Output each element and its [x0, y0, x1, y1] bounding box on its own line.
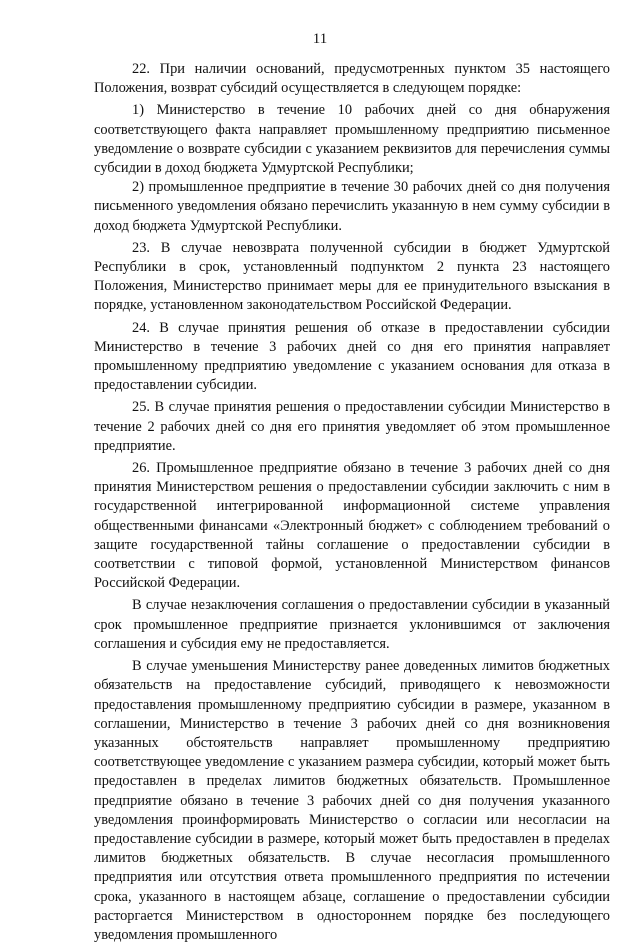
paragraph-22-item-1: 1) Министерство в течение 10 рабочих дней со дня обнаружения соответствующего факта направляет промышленному предприятию письменное уведомление о возврате субсидии с указанием реквизитов для перечисления суммы субсидии в доход бюджета Удмуртской Республики; — [94, 102, 610, 177]
paragraph-24: 24. В случае принятия решения об отказе в предоставлении субсидии Министерство в течение 3 рабочих дней со дня его принятия направляет промышленному предприятию уведомление с указанием основания для отказа в предоставлении субсидии. — [94, 319, 610, 394]
paragraph-22-item-2: 2) промышленное предприятие в течение 30 рабочих дней со дня получения письменного уведомления обязано перечислить указанную в нем сумму субсидии в доход бюджета Удмуртской Республики. — [94, 179, 610, 234]
paragraph-25: 25. В случае принятия решения о предоставлении субсидии Министерство в течение 2 рабочих дней со дня его принятия уведомляет об этом промышленное предприятие. — [94, 399, 610, 454]
page-number: 11 — [312, 31, 328, 47]
paragraph-23: 23. В случае невозврата полученной субсидии в бюджет Удмуртской Республики в срок, установленный подпунктом 2 пункта 23 настоящего Положения, Министерство принимает меры для ее принудительного взыскания в порядке, установленном законодательством Российской Федерации. — [94, 239, 610, 314]
paragraph-26-non-conclusion: В случае незаключения соглашения о предоставлении субсидии в указанный срок промышленное предприятие признается уклонившимся от заключения соглашения и субсидия ему не предоставляется. — [94, 597, 610, 652]
paragraph-26-limit-reduction: В случае уменьшения Министерству ранее доведенных лимитов бюджетных обязательств на предоставление субсидий, приводящего к невозможности предоставления промышленному предприятию субсидии в размере, указанном в соглашении, Министерство в течение 3 рабочих дней со дня возникновения указанных обстоятельств направляет промышленному предприятию соответствующее уведомление с указанием размера субсидии, который может быть предоставлен в пределах лимитов бюджетных обязательств. Промышленное предприятие обязано в течение 3 рабочих дней со дня получения указанного уведомления проинформировать Министерство о согласии или несогласии на предоставление субсидии в размере, который может быть предоставлен в пределах лимитов бюджетных обязательств. В случае несогласия промышленного предприятия или отсутствия ответа промышленного предприятия по истечении срока, указанного в настоящем абзаце, соглашение о предоставлении субсидии расторгается Министерством в одностороннем порядке без последующего уведомления промышленного — [94, 658, 610, 943]
paragraph-22: 22. При наличии оснований, предусмотренных пунктом 35 настоящего Положения, возврат субсидий осуществляется в следующем порядке: — [94, 61, 610, 97]
document-body — [94, 60, 610, 948]
paragraph-26: 26. Промышленное предприятие обязано в течение 3 рабочих дней со дня принятия Министерством решения о предоставлении субсидии заключить с ним в государственной интегрированной информационной системе управления общественными финансами «Электронный бюджет» с соблюдением требований о защите государственной тайны соглашение о предоставлении субсидии в соответствии с типовой формой, установленной Министерством финансов Российской Федерации. — [94, 460, 610, 592]
